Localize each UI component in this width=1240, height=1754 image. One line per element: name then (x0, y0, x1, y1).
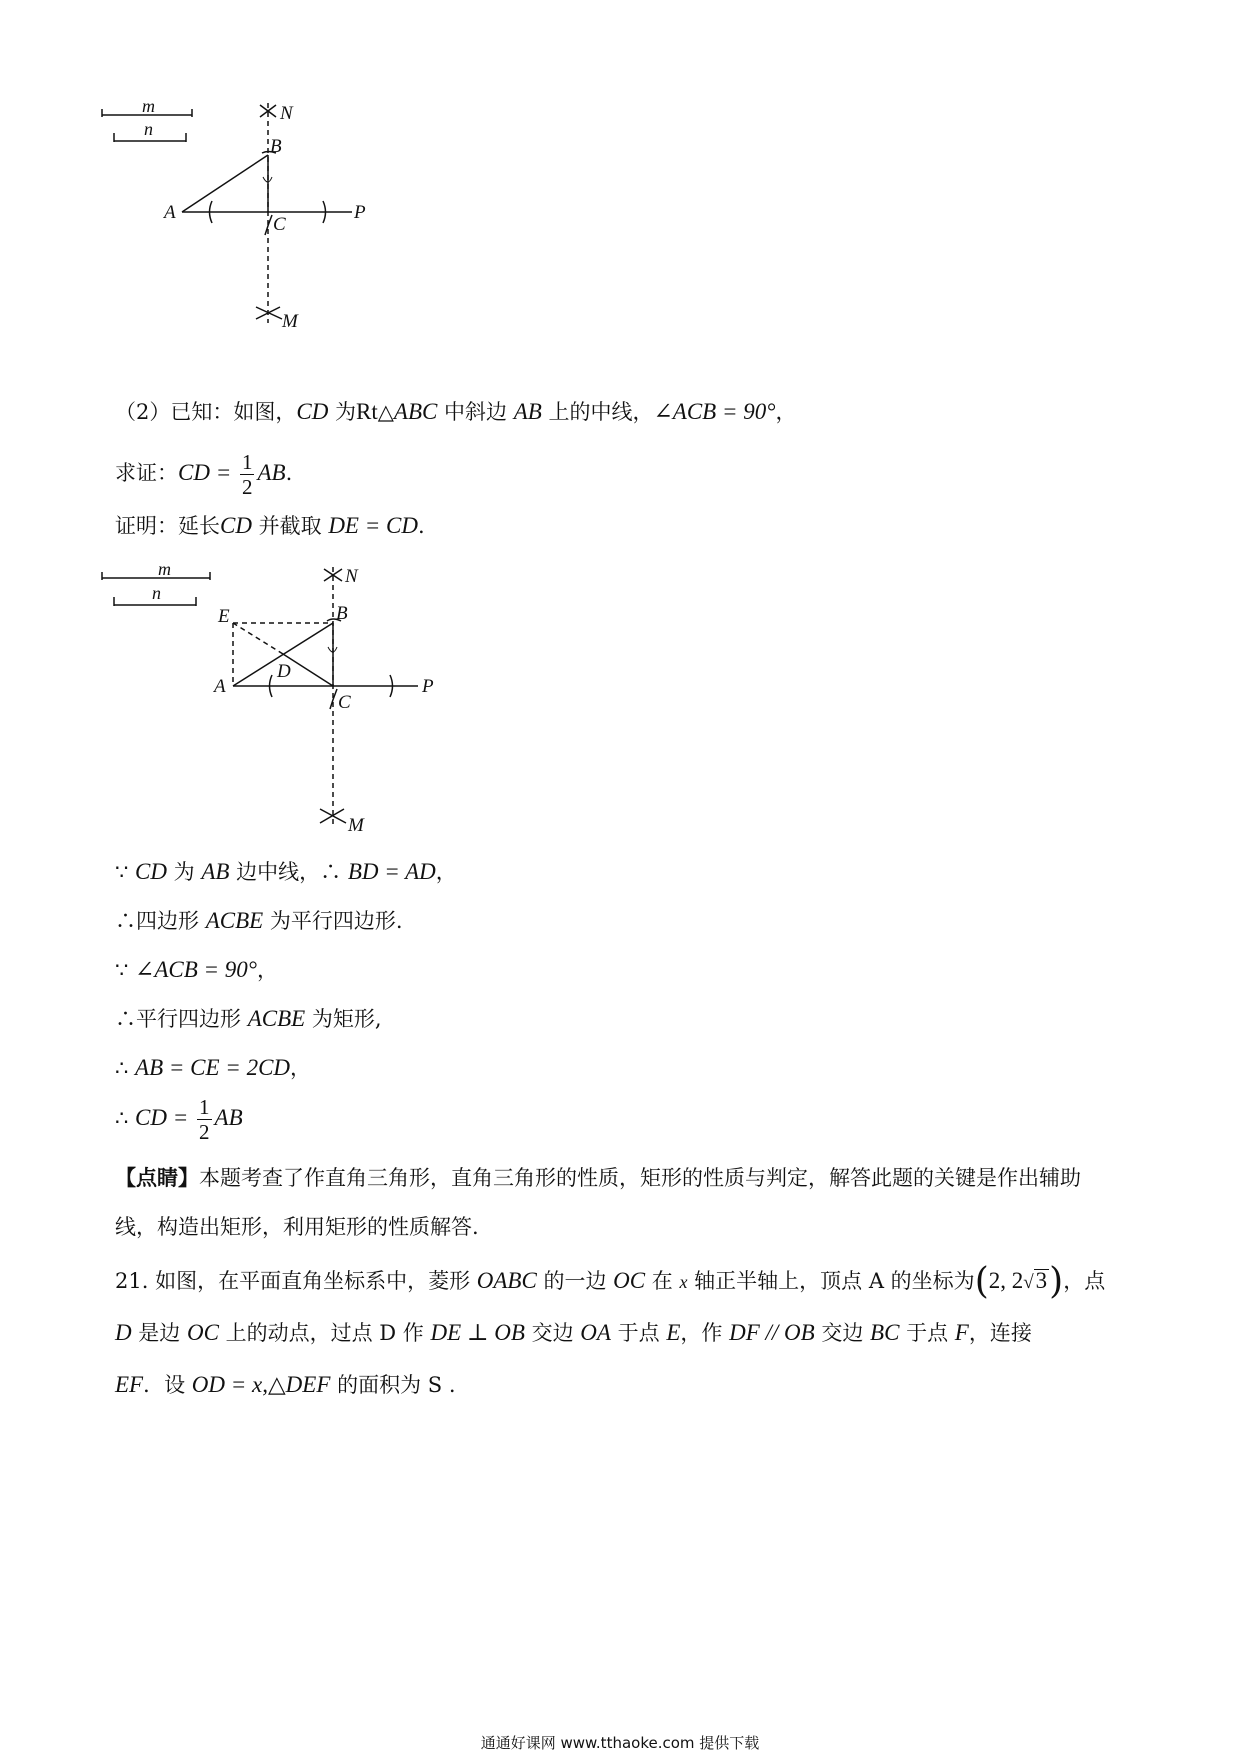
page-footer: 通通好课网 www.tthaoke.com 提供下载 (480, 1734, 760, 1752)
segment-m (102, 96, 192, 117)
point-m-label: M (348, 815, 364, 835)
comment-line-1: 【点睛】本题考查了作直角三角形，直角三角形的性质，矩形的性质与判定，解答此题的关键是作出辅助 (115, 1165, 1081, 1190)
segment-m-label: m (158, 559, 171, 579)
proof-line-3: ∵ ∠ACB = 90°， (115, 957, 278, 982)
point-c-label: C (273, 214, 286, 235)
segment-de (233, 623, 283, 654)
point-d-label: D (277, 661, 291, 682)
segment-n (114, 119, 186, 142)
proof-line-4: ∴平行四边形 ACBE 为矩形, (115, 1006, 382, 1031)
point-p-label: P (422, 676, 434, 697)
construction-figure-1 (100, 95, 420, 375)
point-m-label: M (282, 311, 298, 332)
point-a-label: A (164, 202, 176, 223)
point-a-label: A (214, 676, 226, 697)
comment-line-2: 线，构造出矩形，利用矩形的性质解答. (115, 1215, 479, 1239)
segment-m (102, 559, 210, 580)
point-c-label: C (338, 692, 351, 713)
segment-n (114, 583, 196, 606)
point-n-label: N (280, 103, 293, 124)
segment-n-label: n (152, 583, 161, 603)
fraction-one-half: $\frac{1}{2}$ (199, 1095, 210, 1144)
fraction-one-half: $\frac{1}{2}$ (241, 450, 253, 499)
segment-ab (182, 155, 268, 212)
segment-m-label: m (142, 96, 155, 116)
proof-line-2: ∴四边形 ACBE 为平行四边形. (115, 908, 403, 933)
question-21-line-1: 21. 如图，在平面直角坐标系中，菱形 OABC 的一边 OC 在 x 轴正半轴上，顶点 A 的坐标为(2, 2√3)，点 (115, 1261, 1106, 1302)
part2-given: （2）已知：如图，CD 为Rt△ABC 中斜边 AB 上的中线，∠ACB = 90°， (115, 399, 797, 424)
point-e-label: E (218, 606, 230, 627)
point-p-label: P (354, 202, 366, 223)
proof-line-1: ∵ CD 为 AB 边中线，∴ BD = AD， (115, 859, 457, 884)
construction-figure-2 (100, 555, 460, 835)
question-21-line-2: D 是边 OC 上的动点，过点 D 作 DE ⊥ OB 交边 OA 于点 E，作 DF // OB 交边 BC 于点 F，连接 (115, 1320, 1032, 1345)
question-21-line-3: EF．设 OD = x,△DEF 的面积为 S . (115, 1372, 456, 1397)
segment-n-label: n (144, 119, 153, 139)
proof-line-5: ∴ AB = CE = 2CD， (115, 1055, 312, 1080)
point-b-label: B (270, 136, 282, 157)
proof-line-6: ∴ CD = $\frac{1}{2}$ AB (115, 1095, 243, 1144)
point-b-label: B (336, 603, 348, 624)
part2-to-prove: 求证：CD = $\frac{1}{2}$ AB. (115, 450, 293, 499)
point-n-label: N (345, 566, 358, 587)
part2-proof-start: 证明：延长CD 并截取 DE = CD. (115, 513, 425, 538)
